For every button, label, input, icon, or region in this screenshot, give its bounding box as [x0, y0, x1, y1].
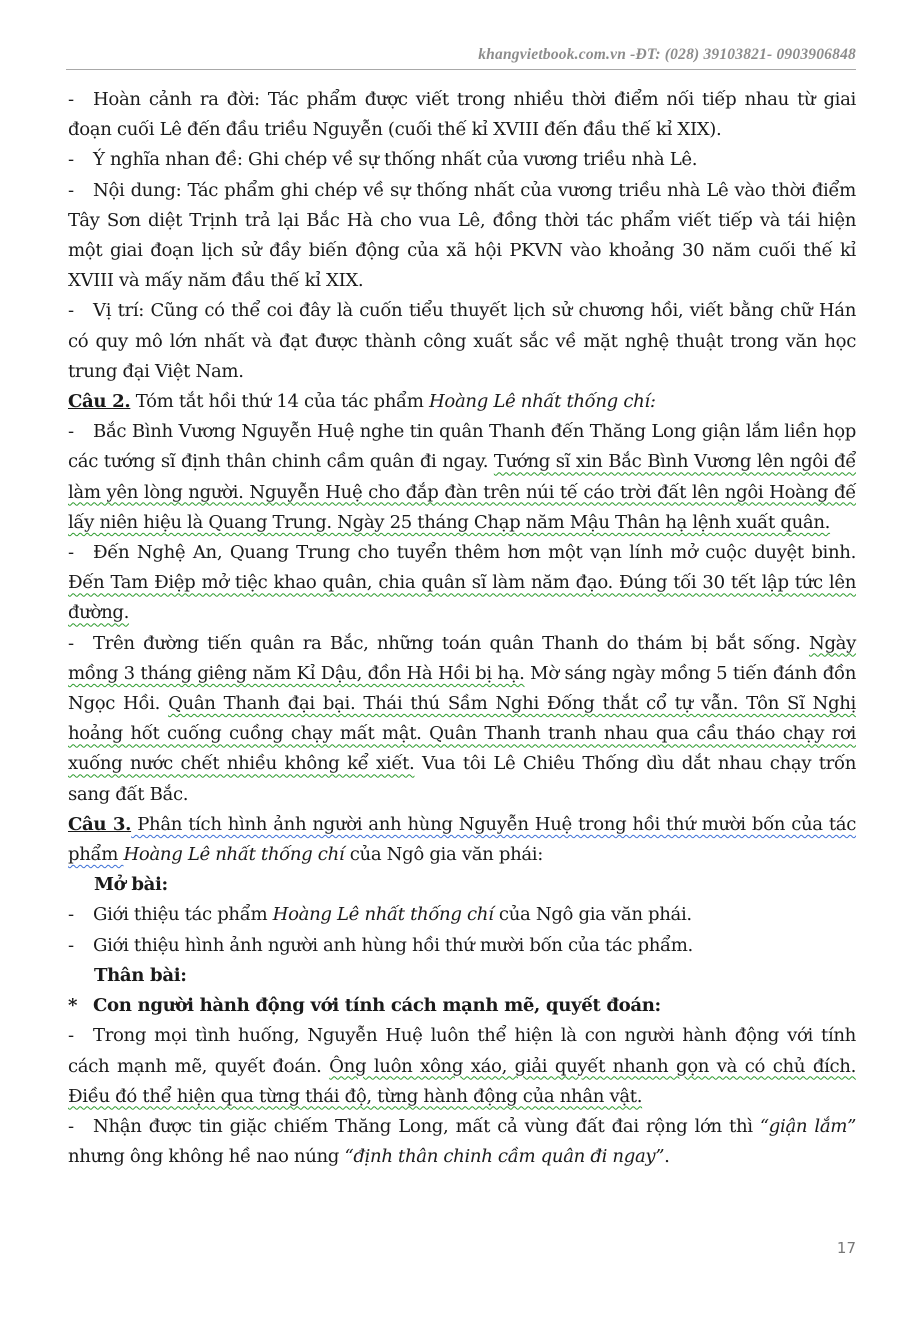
paragraph-context	[68, 85, 856, 145]
dash: -	[68, 421, 74, 443]
summary-paragraph-2	[68, 538, 856, 629]
text: Tóm tắt hồi thứ 14 của tác phẩm	[130, 391, 429, 413]
text: Trên đường tiến quân ra Bắc, những toán quân Thanh do thám bị bắt sống.	[93, 632, 809, 654]
grammar-marked-text: Tướng sĩ xin Bắc Bình Vương lên ngôi để làm yên lòng người. Nguyễn Huệ cho đắp đàn trên núi tế cáo trời đất lên ngôi Hoàng đế lấy niên hiệu là Quang Trung. Ngày 25 tháng Chạp năm Mậu Thân hạ lệnh xuất quân.	[68, 451, 856, 533]
page-header: khangvietbook.com.vn -ĐT: (028) 39103821- 0903906848	[478, 46, 856, 63]
work-title: Hoàng Lê nhất thống chí	[123, 844, 345, 866]
dash: -	[68, 149, 74, 171]
text: Giới thiệu tác phẩm	[93, 904, 273, 926]
summary-paragraph-1	[68, 417, 856, 538]
text: Bắc Bình Vương Nguyễn Huệ nghe tin quân Thanh đến Thăng Long giận lắm liền họp các tướng sĩ định thân chinh cầm quân đi ngay.	[68, 421, 856, 473]
intro-item-1	[68, 900, 856, 930]
text: Vị trí: Cũng có thể coi đây là cuốn tiểu thuyết lịch sử chương hồi, viết bằng chữ Hán có quy mô lớn nhất và đạt được thành công xuất sắc về mặt nghệ thuật trong văn học trung đại Việt Nam.	[68, 300, 856, 382]
body-paragraph-2	[68, 1112, 856, 1172]
text: Trong mọi tình huống, Nguyễn Huệ luôn thể hiện là con người hành động với tính cách mạnh mẽ, quyết đoán.	[68, 1025, 856, 1077]
text: Vua tôi Lê Chiêu Thống dìu dắt nhau chạy trốn sang đất Bắc.	[68, 753, 857, 805]
bullet: *	[68, 995, 78, 1017]
paragraph-content	[68, 176, 856, 297]
text: Đến Nghệ An, Quang Trung cho tuyển thêm hơn một vạn lính mở cuộc duyệt binh.	[93, 542, 856, 564]
text: .	[664, 1146, 670, 1168]
paragraph-title-meaning	[68, 145, 856, 175]
dash: -	[68, 904, 74, 926]
question-2-label: Câu 2.	[68, 391, 131, 413]
question-2	[68, 387, 856, 417]
heading-than-bai: Thân bài:	[94, 964, 187, 986]
grammar-marked-text: Ông luôn xông xáo, giải quyết nhanh gọn và có chủ đích. Điều đó thể hiện qua từng thái độ, từng hành động của nhân vật.	[68, 1055, 857, 1107]
text: của Ngô gia văn phái:	[344, 844, 543, 866]
dash: -	[68, 632, 74, 654]
question-3	[68, 810, 856, 870]
dash: -	[68, 1025, 74, 1047]
dash: -	[68, 934, 74, 956]
quote: “định thân chinh cầm quân đi ngay”	[344, 1146, 665, 1168]
work-title: Hoàng Lê nhất thống chí:	[429, 391, 656, 413]
work-title: Hoàng Lê nhất thống chí	[272, 904, 494, 926]
summary-paragraph-3	[68, 629, 856, 810]
dash: -	[68, 542, 74, 564]
text: của Ngô gia văn phái.	[493, 904, 692, 926]
text: Giới thiệu hình ảnh người anh hùng hồi thứ mười bốn của tác phẩm.	[93, 934, 693, 956]
text: Ý nghĩa nhan đề: Ghi chép về sự thống nhất của vương triều nhà Lê.	[93, 149, 698, 171]
grammar-marked-text: Quân Thanh đại bại. Thái thú Sầm Nghi Đống thắt cổ tự vẫn. Tôn Sĩ Nghị hoảng hốt cuống cuồng chạy mất mật. Quân Thanh tranh nhau qua cầu tháo chạy rơi xuống nước chết nhiều không kể xiết.	[68, 693, 856, 775]
grammar-marked-text: Ngày mồng 3 tháng giêng năm Kỉ Dậu, đồn Hà Hồi bị hạ.	[68, 632, 856, 684]
text: Nội dung: Tác phẩm ghi chép về sự thống nhất của vương triều nhà Lê vào thời điểm Tây Sơn diệt Trịnh trả lại Bắc Hà cho vua Lê, đồng thời tác phẩm viết tiếp và tái hiện một giai đoạn lịch sử đầy biến động của xã hội PKVN vào khoảng 30 năm cuối thế kỉ XVIII và mấy năm đầu thế kỉ XIX.	[68, 179, 856, 292]
paragraph-position	[68, 296, 856, 387]
dash: -	[68, 179, 74, 201]
text: Mờ sáng ngày mồng 5 tiến đánh đồn Ngọc Hồi.	[68, 662, 857, 715]
text: Con người hành động với tính cách mạnh mẽ, quyết đoán:	[93, 995, 661, 1017]
question-3-label: Câu 3.	[68, 813, 132, 835]
subheading-action-character	[68, 991, 856, 1021]
text: Hoàn cảnh ra đời: Tác phẩm được viết trong nhiều thời điểm nối tiếp nhau từ giai đoạn cuối Lê đến đầu triều Nguyễn (cuối thế kỉ XVIII đến đầu thế kỉ XIX).	[68, 89, 856, 141]
page-number: 17	[836, 1239, 856, 1257]
text: Nhận được tin giặc chiếm Thăng Long, mất cả vùng đất đai rộng lớn thì	[93, 1115, 760, 1137]
grammar-marked-text: Đến Tam Điệp mở tiệc khao quân, chia quân sĩ làm năm đạo. Đúng tối 30 tết lập tức lên đường.	[68, 572, 856, 624]
header-rule	[66, 69, 856, 70]
page-content	[68, 85, 856, 1172]
dash: -	[68, 89, 74, 110]
dash: -	[68, 1115, 74, 1137]
text: Phân tích hình ảnh người anh hùng Nguyễn Huệ trong hồi thứ mười bốn của tác phẩm	[68, 813, 857, 866]
quote: “giận lắm”	[759, 1115, 856, 1137]
text: nhưng ông không hề nao núng	[68, 1146, 345, 1168]
intro-item-2	[68, 931, 856, 961]
body-paragraph-1	[68, 1021, 856, 1112]
dash: -	[68, 300, 74, 322]
heading-mo-bai: Mở bài:	[94, 874, 168, 896]
